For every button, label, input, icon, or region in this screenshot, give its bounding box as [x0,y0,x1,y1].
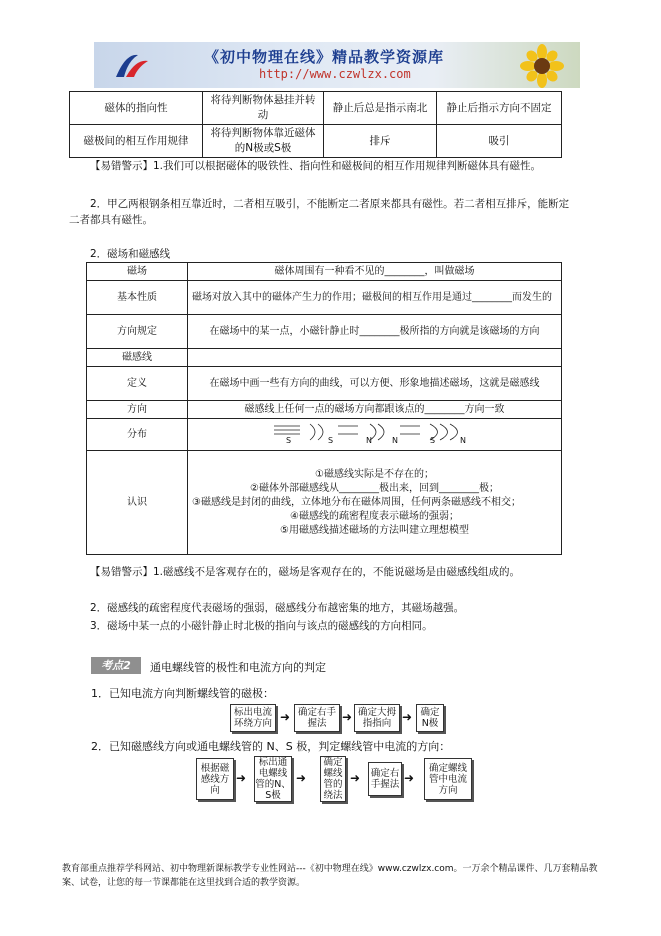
table-row [87,263,562,281]
list-item: ⑤用磁感线描述磁场的方法叫建立理想模型 [280,524,469,536]
warning-paragraph: 3．磁场中某一点的小磁针静止时北极的指向与该点的磁感线的方向相同。 [90,620,433,632]
banner-url[interactable]: http://www.czwlzx.com [259,67,411,81]
field-distribution-cell [188,419,562,451]
pole-label: S [285,436,291,444]
arrow-right-icon: ➜ [404,771,415,785]
pole-label: N [391,436,398,444]
table-row [87,419,562,451]
section-heading: 2．磁场和磁感线 [90,248,171,260]
table-row [87,349,562,367]
arrow-right-icon: ➜ [280,710,291,724]
row-label: 磁感线 [87,349,188,367]
table-cell: 吸引 [437,125,562,158]
row-label: 分布 [87,419,188,451]
row-label: 磁场 [87,263,188,281]
field-lines-diagram [270,420,480,444]
arrow-right-icon: ➜ [402,710,413,724]
flow-box: 根据磁感线方向 [196,758,234,800]
row-content: 磁场对放入其中的磁体产生力的作用；磁极间的相互作用是通过________而发生的 [188,281,562,315]
banner-title: 《初中物理在线》精品教学资源库 [204,48,445,66]
warning-paragraph: 【易错警示】1.磁感线不是客观存在的，磁场是客观存在的，不能说磁场是由磁感线组成的。 [90,566,521,578]
warning-paragraph: 【易错警示】1.我们可以根据磁体的吸铁性、指向性和磁极间的相互作用规律判断磁体具有磁性。 [90,160,542,172]
table-cell: 将待判断物体靠近磁体的N极或S极 [203,125,324,158]
table-row [87,401,562,419]
warning-paragraph: 2．甲乙两根钢条相互靠近时，二者相互吸引，不能断定二者原来都具有磁性。若二者相互排斥，能断定二者都具有磁性。 [69,198,570,226]
sunflower-icon [518,44,566,88]
site-logo-icon [112,49,152,81]
table-cell: 磁体的指向性 [70,92,203,125]
row-label: 基本性质 [87,281,188,315]
row-content: 磁体周围有一种看不见的________，叫做磁场 [188,263,562,281]
understanding-cell [188,451,562,555]
flow-box: 确定螺线管的绕法 [320,756,346,802]
step-heading: 2．已知磁感线方向或通电螺线管的 N、S 极，判定螺线管中电流的方向： [91,740,451,753]
flow-box: 确定右手握法 [368,762,402,796]
arrow-right-icon: ➜ [350,771,361,785]
list-item: ④磁感线的疏密程度表示磁场的强弱； [290,510,459,522]
row-content: 在磁场中的某一点，小磁针静止时________极所指的方向就是该磁场的方向 [188,315,562,349]
magnetic-field-table [86,262,562,555]
flow-box: 确定右手握法 [294,704,340,732]
row-label: 方向规定 [87,315,188,349]
table-row [87,367,562,401]
kaodian-title: 通电螺线管的极性和电流方向的判定 [150,661,326,674]
magnet-test-table [69,91,562,158]
flow-box: 确定螺线管中电流方向 [424,758,472,800]
list-item: ②磁体外部磁感线从________极出来，回到________极； [250,482,499,494]
table-cell: 磁极间的相互作用规律 [70,125,203,158]
pole-label: N [365,436,372,444]
row-label: 方向 [87,401,188,419]
table-cell: 将待判断物体悬挂并转动 [203,92,324,125]
table-row [87,451,562,555]
table-row [87,281,562,315]
list-item: ①磁感线实际是不存在的； [315,468,434,480]
table-row [87,315,562,349]
row-label: 定义 [87,367,188,401]
flow-box: 标出通电螺线管的N、S极 [255,757,291,801]
table-cell: 静止后总是指示南北 [324,92,437,125]
arrow-right-icon: ➜ [236,771,247,785]
row-content: 磁感线上任何一点的磁场方向都跟该点的________方向一致 [188,401,562,419]
table-row [70,125,562,158]
arrow-right-icon: ➜ [296,771,307,785]
flow-box: 确定大拇指指向 [354,704,400,732]
header-banner [94,42,580,88]
pole-label: S [327,436,333,444]
flow-box: 确定N极 [416,704,444,732]
flow-box: 标出电流环绕方向 [230,704,276,732]
list-item: ③磁感线是封闭的曲线，立体地分布在磁体周围，任何两条磁感线不相交； [192,496,521,508]
row-label: 认识 [87,451,188,555]
pole-label: N [459,436,466,444]
table-cell: 排斥 [324,125,437,158]
kaodian-badge: 考点2 [91,657,141,674]
table-cell: 静止后指示方向不固定 [437,92,562,125]
pole-label: S [429,436,435,444]
step-heading: 1．已知电流方向判断螺线管的磁极： [91,687,274,700]
page-footer: 教育部重点推荐学科网站、初中物理新课标教学专业性网站---《初中物理在线》www.czwlzx.com。一万余个精品课件、几万套精品教案、试卷，让您的每一节课都能在这里找到合适的教学资源。 [62,864,598,888]
row-content [188,349,562,367]
row-content: 在磁场中画一些有方向的曲线，可以方便、形象地描述磁场，这就是磁感线 [188,367,562,401]
arrow-right-icon: ➜ [342,710,353,724]
warning-paragraph: 2．磁感线的疏密程度代表磁场的强弱，磁感线分布越密集的地方，其磁场越强。 [90,602,465,614]
table-row [70,92,562,125]
